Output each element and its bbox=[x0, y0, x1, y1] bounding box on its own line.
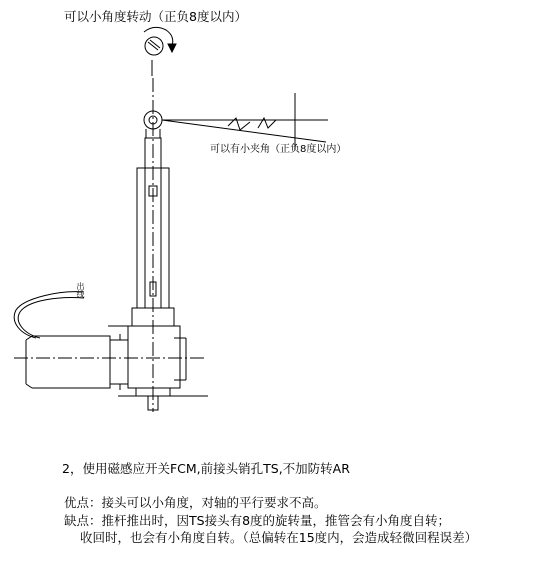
rotation-indicator bbox=[144, 27, 176, 76]
advantage-text: 优点：接头可以小角度，对轴的平行要求不高。 bbox=[64, 495, 327, 510]
angle-note-label: 可以有小夹角（正负8度以内） bbox=[210, 144, 347, 155]
disadvantage-text-1: 缺点：推杆推出时，因TS接头有8度的旋转量，推管会有小角度自转； bbox=[64, 513, 451, 528]
wire-label: 出线 bbox=[76, 282, 85, 298]
actuator-housing bbox=[128, 308, 186, 410]
disadvantage-text-2: 收回时，也会有小角度自转。（总偏转在15度内，会造成轻微回程误差） bbox=[80, 530, 478, 545]
diagram-title: 可以小角度转动（正负8度以内） bbox=[64, 9, 247, 24]
lead-wire bbox=[14, 292, 84, 338]
mount-lines bbox=[162, 93, 328, 150]
config-heading: 2，使用磁感应开关FCM,前接头销孔TS,不加防转AR bbox=[62, 461, 350, 476]
